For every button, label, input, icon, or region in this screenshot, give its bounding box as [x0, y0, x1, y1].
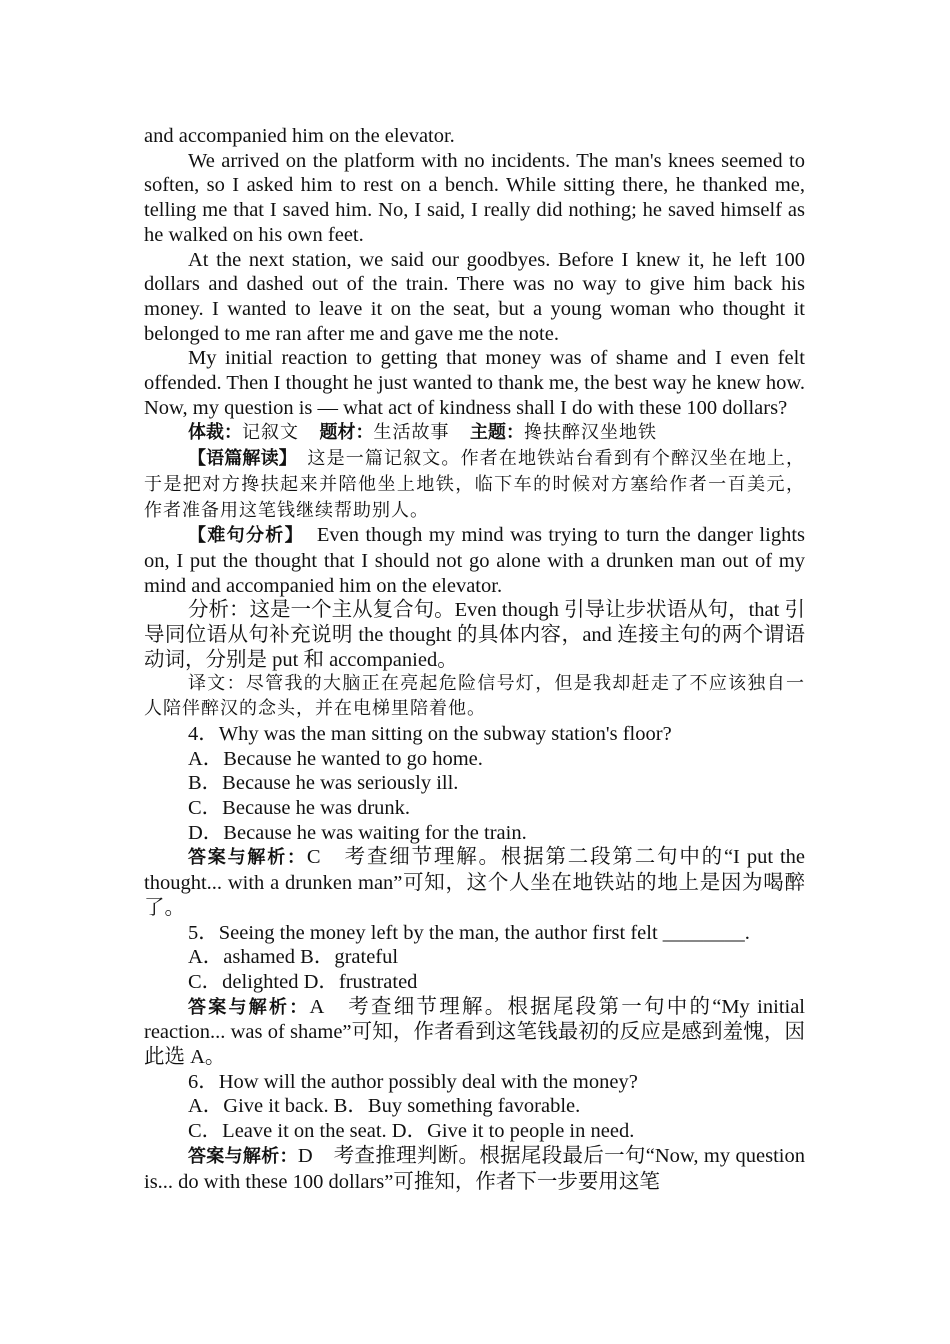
answer-text: D 考查推理判断。根据尾段最后一句“Now, my question is... do with these 100 dollars”可推知，作者下一步要用这笔	[144, 1144, 806, 1193]
summary-label: 【语篇解读】	[188, 448, 297, 470]
question-option: A．Because he wanted to go home.	[188, 747, 483, 770]
question-option: D．Because he was waiting for the train.	[188, 821, 527, 844]
topic-value: 生活故事	[373, 422, 450, 444]
answer-label: 答案与解析：	[188, 996, 310, 1018]
hard-sentence-label: 【难句分析】	[188, 525, 304, 547]
question-option: C．Because he was drunk.	[188, 796, 411, 819]
question-option: C．delighted D．frustrated	[188, 970, 418, 993]
answer-paragraph	[144, 1144, 805, 1194]
breakdown-paragraph: 分析：这是一个主从复合句。Even though 引导让步状语从句，that 引导同位语从句补充说明 the thought 的具体内容，and 连接主句的两个谓语动词，分别是 put 和 accompanied。	[144, 599, 805, 671]
question-stem: 6．How will the author possibly deal with the money?	[188, 1070, 638, 1093]
passage-paragraph: My initial reaction to getting that money was of shame and I even felt offended. Then I thought he just wanted to thank me, the best way he knew how. Now, my question is — what act of kindness shall I do with these 100 dollars?	[144, 347, 805, 419]
passage-paragraph: We arrived on the platform with no incidents. The man's knees seemed to soften, so I asked him to rest on a bench. While sitting there, he thanked me, telling me that I saved him. No, I said, I really did nothing; he saved himself as he walked on his own feet.	[144, 149, 805, 246]
question-option: A．ashamed B．grateful	[188, 946, 399, 969]
theme-value: 搀扶醉汉坐地铁	[524, 422, 657, 444]
summary-text: 这是一篇记叙文。作者在地铁站台看到有个醉汉坐在地上，于是把对方搀扶起来并陪他坐上地铁，临下车的时候对方塞给作者一百美元，作者准备用这笔钱继续帮助别人。	[144, 448, 806, 521]
meta-line	[144, 420, 805, 446]
summary-paragraph	[144, 446, 805, 523]
genre-value: 记叙文	[242, 422, 299, 444]
hard-sentence-text: Even though my mind was trying to turn the danger lights on, I put the thought that I should not go alone with a drunken man out of my mind and accompanied him on the elevator.	[144, 524, 806, 597]
hard-sentence-paragraph	[144, 523, 805, 598]
question-option: A．Give it back. B．Buy something favorable.	[188, 1095, 581, 1118]
document-page	[144, 124, 805, 1194]
answer-label: 答案与解析：	[188, 847, 307, 869]
passage-paragraph: At the next station, we said our goodbyes. Before I knew it, he left 100 dollars and dashed out of the train. There was no way to give him back his money. I wanted to leave it on the seat, but a young woman who thought it belonged to me ran after me and gave me the note.	[144, 248, 805, 345]
answer-paragraph	[144, 995, 805, 1070]
answer-text: A 考查细节理解。根据尾段第一句中的“My initial reaction... was of shame”可知，作者看到这笔钱最初的反应是感到羞愧，因此选 A。	[144, 995, 806, 1069]
answer-paragraph	[144, 845, 805, 920]
genre-label: 体裁：	[188, 422, 242, 444]
question-option: C．Leave it on the seat. D．Give it to people in need.	[188, 1120, 635, 1143]
topic-label: 题材：	[319, 422, 374, 444]
question-stem: 5．Seeing the money left by the man, the author first felt ________.	[188, 921, 750, 944]
translation-paragraph: 译文：尽管我的大脑正在亮起危险信号灯，但是我却赶走了不应该独自一人陪伴醉汉的念头，并在电梯里陪着他。	[144, 673, 805, 720]
question-stem: 4．Why was the man sitting on the subway station's floor?	[188, 722, 672, 745]
passage-paragraph: and accompanied him on the elevator.	[144, 125, 455, 147]
answer-text: C 考查细节理解。根据第二段第二句中的“I put the thought... with a drunken man”可知，这个人坐在地铁站的地上是因为喝醉了。	[144, 846, 806, 919]
question-option: B．Because he was seriously ill.	[188, 772, 459, 795]
answer-label: 答案与解析：	[188, 1145, 298, 1167]
theme-label: 主题：	[470, 422, 524, 444]
